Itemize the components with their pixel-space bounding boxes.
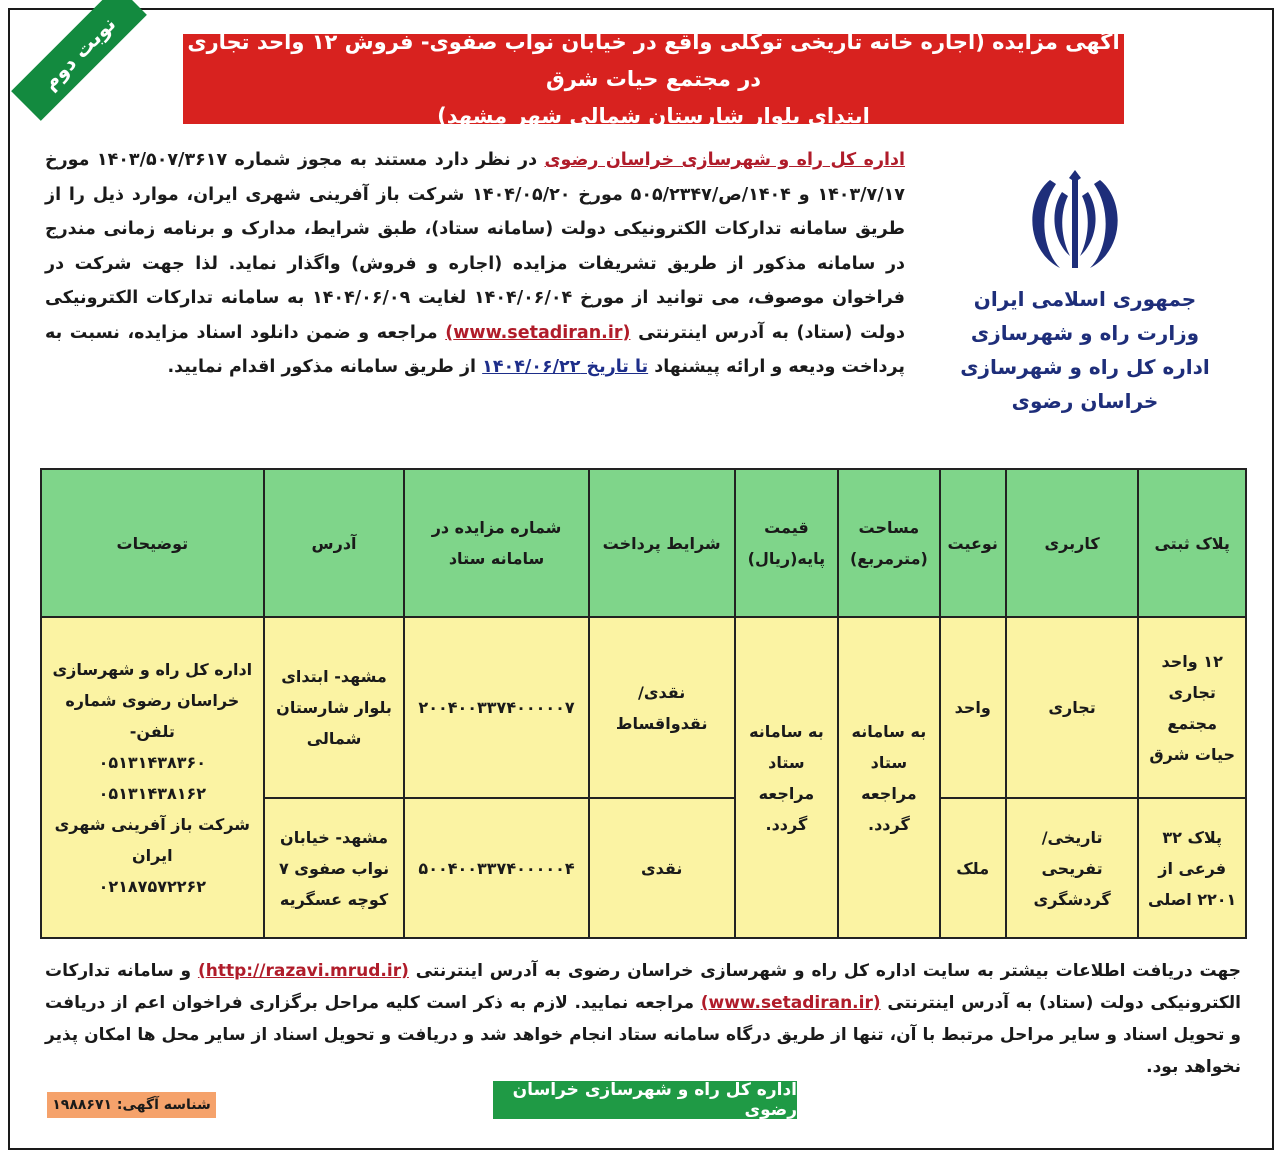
notes-company: شرکت باز آفرینی شهری ایران [54, 814, 251, 865]
auction-table [40, 468, 1247, 939]
header-address: آدرس [264, 469, 405, 617]
header-payment: شرایط پرداخت [589, 469, 735, 617]
table-row [41, 617, 1246, 798]
ad-title-line2: ابتدای بلوار شارستان شمالی شهر مشهد) [437, 103, 870, 128]
intro-url[interactable]: (www.setadiran.ir) [445, 322, 631, 343]
footer-text-1: جهت دریافت اطلاعات بیشتر به سایت اداره کل راه و شهرسازی خراسان رضوی به آدرس اینترنتی [408, 961, 1242, 981]
cell-address: مشهد- ابتدای بلوار شارستان شمالی [264, 617, 405, 798]
cell-notes [41, 617, 264, 938]
intro-text-2: مراجعه و ضمن دانلود اسناد مزایده، نسبت به پرداخت ودیعه و ارائه پیشنهاد [45, 322, 905, 377]
cell-payment: نقدی [589, 798, 735, 938]
header-plak: پلاک ثبتی [1138, 469, 1246, 617]
org-country: جمهوری اسلامی ایران [973, 287, 1197, 311]
intro-text-1: در نظر دارد مستند به مجوز شماره ۱۴۰۳/۵۰۷/۳۶۱۷ مورخ ۱۴۰۳/۷/۱۷ و ۱۴۰۴/ص/۵۰۵/۲۳۴۷ مورخ ۱۴۰۴/۰۵/۲۰ شرکت باز آفرینی شهری ایران، موارد ذیل را از طریق سامانه تدارکات الکترونیکی دولت (سامانه ستاد)، طبق شرایط، مدارک و برنامه زمانی مندرج در سامانه مذکور از طریق تشریفات مزایده (اجاره و فروش) واگذار نماید. لذا جهت شرکت در فراخوان موصوف، می توانید از مورخ ۱۴۰۴/۰۶/۰۴ لغایت ۱۴۰۴/۰۶/۰۹ به سامانه تدارکات الکترونیکی دولت (ستاد) به آدرس اینترنتی [45, 150, 905, 343]
header-auction-no: شماره مزایده در سامانه ستاد [404, 469, 588, 617]
notes-phone-1: ۰۵۱۳۱۴۳۸۳۶۰ [98, 752, 207, 772]
header-type: نوعیت [940, 469, 1006, 617]
footer-paragraph [45, 955, 1241, 1083]
org-ministry: وزارت راه و شهرسازی [970, 321, 1200, 345]
notes-line: اداره کل راه و شهرسازی خراسان رضوی شماره تلفن- [52, 659, 253, 741]
cell-type: ملک [940, 798, 1006, 938]
cell-plak: ۱۲ واحد تجاری مجتمع حیات شرق [1138, 617, 1246, 798]
header-price: قیمت پایه(ریال) [735, 469, 839, 617]
ad-title-line1: آگهی مزایده (اجاره خانه تاریخی توکلی واقع در خیابان نواب صفوی- فروش ۱۲ واحد تجاری در مجتمع حیات شرق [187, 29, 1120, 91]
cell-address: مشهد- خیابان نواب صفوی ۷ کوچه عسگریه [264, 798, 405, 938]
cell-payment: نقدی/نقدواقساط [589, 617, 735, 798]
cell-type: واحد [940, 617, 1006, 798]
cell-plak: پلاک ۳۲ فرعی از ۲۲۰۱ اصلی [1138, 798, 1246, 938]
header-usage: کاربری [1006, 469, 1139, 617]
footer-text-3: مراجعه نمایید. لازم به ذکر است کلیه مراحل برگزاری فراخوان اعم از دریافت و تحویل اسناد و سایر مراحل مرتبط با آن، تنها از طریق درگاه سامانه ستاد انجام خواهد شد و دریافت و تحویل اسناد از سایر محل ها امکان پذیر نخواهد بود. [45, 993, 1241, 1077]
intro-deadline: تا تاریخ ۱۴۰۴/۰۶/۲۲ [482, 357, 649, 377]
footer-url-1[interactable]: (http://razavi.mrud.ir) [197, 961, 409, 981]
ad-id: شناسه آگهی: ۱۹۸۸۶۷۱ [47, 1092, 216, 1118]
iran-emblem-icon [1020, 170, 1130, 275]
cell-auction-no: ۲۰۰۴۰۰۳۳۷۴۰۰۰۰۰۷ [404, 617, 588, 798]
table-header-row [41, 469, 1246, 617]
header-area: مساحت (مترمربع) [838, 469, 939, 617]
intro-text-3: از طریق سامانه مذکور اقدام نمایید. [167, 357, 483, 377]
notes-phone-2: ۰۵۱۳۱۴۳۸۱۶۲ [98, 783, 207, 803]
footer-text-2: و سامانه تدارکات الکترونیکی دولت (ستاد) به آدرس اینترنتی [45, 961, 1241, 1013]
org-office: اداره کل راه و شهرسازی خراسان رضوی [960, 355, 1210, 413]
cell-area: به سامانه ستاد مراجعه گردد. [838, 617, 939, 938]
intro-paragraph [45, 143, 905, 385]
cell-usage: تاریخی/تفریحی گردشگری [1006, 798, 1139, 938]
ad-title [183, 29, 1124, 128]
intro-org-name: اداره کل راه و شهرسازی خراسان رضوی [544, 150, 906, 170]
signature: اداره کل راه و شهرسازی خراسان رضوی [493, 1081, 797, 1119]
header-notes: توضیحات [41, 469, 264, 617]
notes-phone-3: ۰۲۱۸۷۵۷۲۲۶۲ [98, 876, 207, 896]
cell-price: به سامانه ستاد مراجعه گردد. [735, 617, 839, 938]
round-badge: نوبت دوم [11, 0, 147, 121]
org-block [930, 282, 1240, 418]
cell-auction-no: ۵۰۰۴۰۰۳۳۷۴۰۰۰۰۰۴ [404, 798, 588, 938]
cell-usage: تجاری [1006, 617, 1139, 798]
footer-url-2[interactable]: (www.setadiran.ir) [700, 993, 881, 1013]
